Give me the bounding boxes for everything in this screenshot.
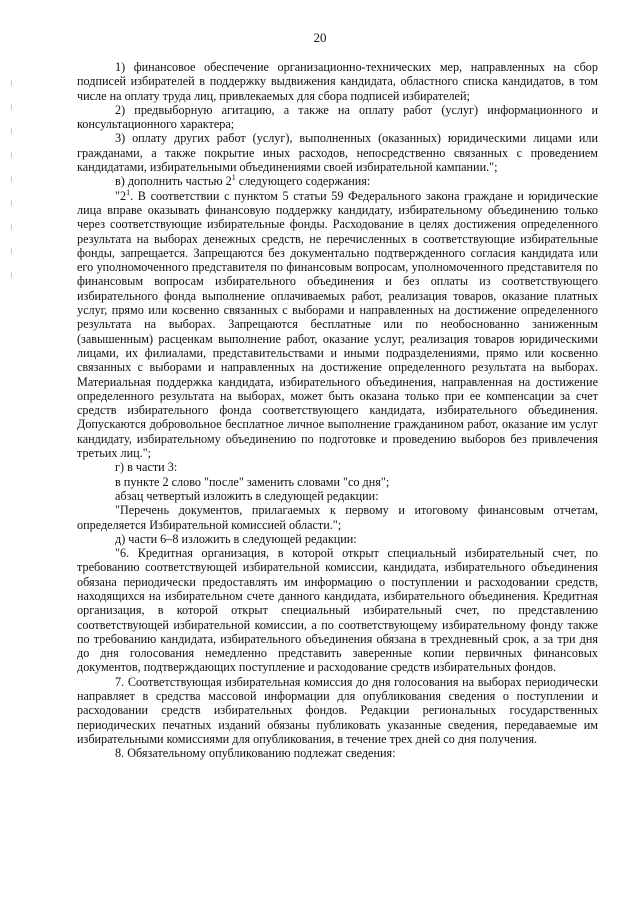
- paragraph-item-d: д) части 6–8 изложить в следующей редакции:: [115, 531, 357, 546]
- document-body: [77, 60, 598, 761]
- part-2-1-number: "2: [115, 188, 127, 203]
- binding-marks: [8, 80, 14, 290]
- paragraph-item-2: 2) предвыборную агитацию, а также на оплату работ (услуг) информационного и консультационного характера;: [77, 102, 598, 132]
- paragraph-item-v: [77, 174, 598, 188]
- paragraph-part-6: "6. Кредитная организация, в которой открыт специальный избирательный счет, по требованию соответствующей избирательной комиссии, кандидата, избирательного объединения обязана периодически предоставлять им информацию о поступлении и расходовании средств, находящихся на избирательном счете данного кандидата, избирательного объединения. Кредитная организация, в которой открыт специальный избирательный счет, по представлению соответствующей избирательной комиссии, а по соответствующему избирательному фонду также по требованию кандидата, избирательного объединения обязана в трехдневный срок, а за три дня до дня голосования немедленно представить заверенные копии первичных финансовых документов, подтверждающих поступление и расходование средств избирательных фондов.: [77, 546, 598, 675]
- paragraph-part-8: 8. Обязательному опубликованию подлежат сведения:: [115, 746, 396, 761]
- page-number: 20: [313, 30, 327, 45]
- paragraph-documents-list: "Перечень документов, прилагаемых к первому и итоговому финансовым отчетам, определяется Избирательной комиссией области.";: [77, 503, 598, 532]
- paragraph-item-g: г) в части 3:: [115, 460, 178, 475]
- paragraph-replace-word: в пункте 2 слово "после" заменить словами "со дня";: [115, 474, 390, 489]
- paragraph-abzac: абзац четвертый изложить в следующей редакции:: [115, 488, 379, 503]
- binding-mark: [11, 152, 12, 158]
- item-v-text-end: следующего содержания:: [235, 174, 371, 189]
- binding-mark: [11, 224, 12, 230]
- binding-mark: [11, 272, 12, 278]
- binding-mark: [11, 248, 12, 254]
- paragraph-part-2-1: [77, 189, 598, 461]
- item-v-superscript: 1: [231, 173, 236, 183]
- paragraph-item-1: 1) финансовое обеспечение организационно-технических мер, направленных на сбор подписей избирателей в поддержку выдвижения кандидата, областного списка кандидатов, в том числе на оплату труда лиц, привлекаемых для сбора подписей избирателей;: [77, 60, 598, 103]
- paragraph-part-7: 7. Соответствующая избирательная комиссия до дня голосования на выборах периодически направляет в средства массовой информации для опубликования сведения о поступлении и расходовании средств избирательных фондов. Редакции региональных государственных периодических печатных изданий обязаны публиковать указанные сведения, передаваемые им избирательными комиссиями для опубликования, в течение трех дней со дня получения.: [77, 674, 598, 746]
- part-2-1-superscript: 1: [126, 187, 131, 197]
- binding-mark: [11, 200, 12, 206]
- paragraph-item-3: 3) оплату других работ (услуг), выполненных (оказанных) юридическими лицами или гражданами, а также покрытие иных расходов, непосредственно связанных с проведением кандидатами, избирательными объединениями своей избирательной кампании.";: [77, 131, 598, 175]
- binding-mark: [11, 80, 12, 86]
- binding-mark: [11, 128, 12, 134]
- binding-mark: [11, 104, 12, 110]
- item-v-text: в) дополнить частью 2: [115, 174, 232, 189]
- part-2-1-text: . В соответствии с пунктом 5 статьи 59 Федерального закона граждане и юридические лица вправе оказывать финансовую поддержку кандидату, избирательному объединению только через соответствующие избирательные фонды. Расходование в целях достижения определенного результата на выборах денежных средств, не перечисленных в соответствующие избирательные фонды, запрещается. Запрещаются без документально подтвержденного согласия кандидата или его уполномоченного представителя по финансовым вопросам, уполномоченного представителя по финансовым вопросам избирательного объединения и без оплаты из соответствующего избирательного фонда выполнение оплачиваемых работ, реализация товаров, оказание платных услуг, прямо или косвенно связанных с выборами и направленных на достижение определенного результата на выборах. Запрещаются бесплатные или по необоснованно заниженным (завышенным) расценкам выполнение работ, оказание услуг, реализация товаров юридическими лицами, их филиалами, представительствами и иными подразделениями, прямо или косвенно связанных с выборами и направленных на достижение определенного результата на выборах. Материальная поддержка кандидата, избирательного объединения, направленная на достижение определенного результата на выборах, может быть оказана только при ее компенсации за счет средств избирательного фонда соответствующего кандидата, избирательного объединения. Допускаются добровольное бесплатное личное выполнение гражданином работ, оказание им услуг кандидату, избирательному объединению по подготовке и проведению выборов без привлечения третьих лиц.";: [77, 188, 598, 461]
- binding-mark: [11, 176, 12, 182]
